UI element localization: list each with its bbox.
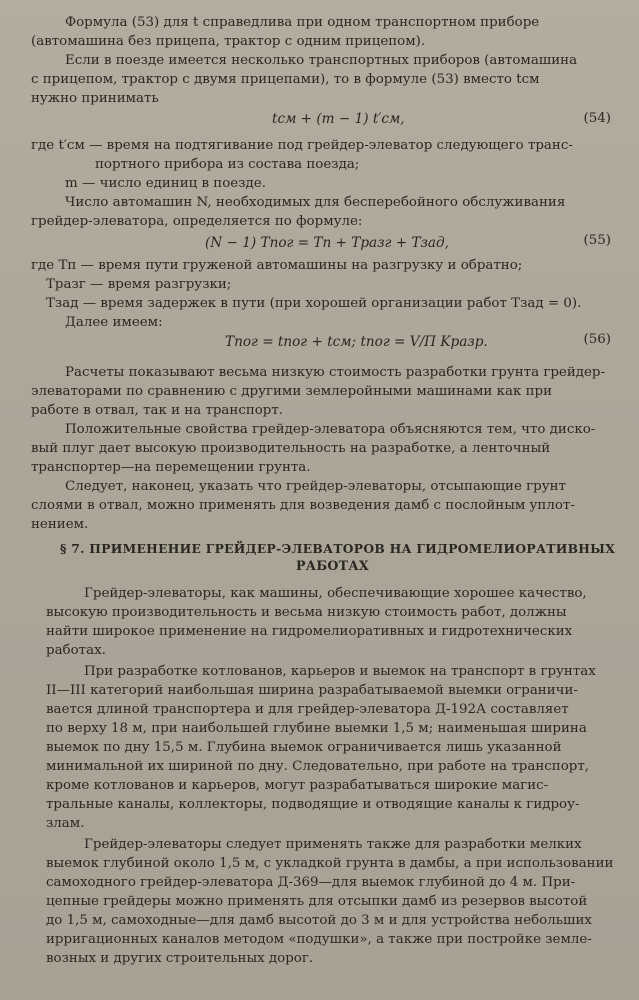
text-line: грейдер-элеватора, определяется по формуле: bbox=[31, 214, 363, 229]
text-line: вается длиной транспортера и для грейдер-элеватора Д-192А составляет bbox=[46, 702, 569, 717]
text-line: минимальной их шириной по дну. Следовательно, при работе на транспорт, bbox=[46, 759, 589, 774]
text-line: до 1,5 м, самоходные—для дамб высотой до 3 м и для устройства небольших bbox=[46, 913, 592, 928]
text-line: Грейдер-элеваторы следует применять также для разработки мелких bbox=[84, 837, 582, 852]
text-line: цепные грейдеры можно применять для отсыпки дамб из резервов высотой bbox=[46, 894, 588, 909]
text-line: высокую производительность и весьма низкую стоимость работ, должны bbox=[46, 605, 567, 620]
text-line: слоями в отвал, можно применять для возведения дамб с послойным уплот- bbox=[31, 498, 575, 513]
text-line: Грейдер-элеваторы, как машины, обеспечивающие хорошее качество, bbox=[84, 586, 587, 601]
text-line: вый плуг дает высокую производительность на разработке, а ленточный bbox=[31, 441, 551, 456]
text-line: где t′см — время на подтягивание под грейдер-элеватор следующего транс- bbox=[31, 138, 573, 153]
text-line: работах. bbox=[46, 643, 106, 658]
text-line: m — число единиц в поезде. bbox=[65, 176, 266, 191]
formula-56: Tпог = tпог + tсм; tпог = V/П Kразр. bbox=[225, 334, 488, 350]
text-line: Положительные свойства грейдер-элеватора объясняются тем, что диско- bbox=[65, 422, 596, 437]
text-line: транспортер—на перемещении грунта. bbox=[31, 460, 311, 475]
formula-55: (N − 1) Tпог = Tп + Tразг + Tзад, bbox=[205, 235, 449, 251]
text-line: элеваторами по сравнению с другими землеройными машинами как при bbox=[31, 384, 553, 399]
text-line: выемок по дну 15,5 м. Глубина выемок ограничивается лишь указанной bbox=[46, 740, 562, 755]
text-line: Число автомашин N, необходимых для бесперебойного обслуживания bbox=[65, 195, 566, 210]
text-line: (автомашина без прицепа, трактор с одним прицепом). bbox=[31, 34, 426, 49]
text-line: возных и других строительных дорог. bbox=[46, 951, 314, 966]
text-line: тральные каналы, коллекторы, подводящие и отводящие каналы к гидроу- bbox=[46, 797, 580, 812]
formula-56-number: (56) bbox=[583, 332, 611, 347]
text-line: с прицепом, трактор с двумя прицепами), то в формуле (53) вместо tсм bbox=[31, 72, 540, 87]
text-line: При разработке котлованов, карьеров и выемок на транспорт в грунтах bbox=[84, 664, 596, 679]
text-line: злам. bbox=[46, 816, 85, 831]
text-line: найти широкое применение на гидромелиоративных и гидротехнических bbox=[46, 624, 573, 639]
text-line: II—III категорий наибольшая ширина разрабатываемой выемки ограничи- bbox=[46, 683, 578, 698]
section-heading-line2: РАБОТАХ bbox=[296, 558, 369, 573]
text-line: Следует, наконец, указать что грейдер-элеваторы, отсыпающие грунт bbox=[65, 479, 566, 494]
text-line: Tразг — время разгрузки; bbox=[46, 277, 232, 292]
text-line: Расчеты показывают весьма низкую стоимость разработки грунта грейдер- bbox=[65, 365, 606, 380]
formula-55-number: (55) bbox=[583, 233, 611, 248]
text-line: Если в поезде имеется несколько транспортных приборов (автомашина bbox=[65, 53, 578, 68]
text-line: портного прибора из состава поезда; bbox=[95, 157, 360, 172]
text-line: ирригационных каналов методом «подушки», а также при постройке земле- bbox=[46, 932, 592, 947]
text-line: Далее имеем: bbox=[65, 315, 163, 330]
text-line: где Tп — время пути груженой автомашины на разгрузку и обратно; bbox=[31, 258, 523, 273]
formula-54-number: (54) bbox=[583, 111, 611, 126]
text-line: работе в отвал, так и на транспорт. bbox=[31, 403, 284, 418]
text-line: Tзад — время задержек в пути (при хорошей организации работ Tзад = 0). bbox=[46, 296, 582, 311]
text-line: выемок глубиной около 1,5 м, с укладкой грунта в дамбы, а при использовании bbox=[46, 856, 614, 871]
text-line: нужно принимать bbox=[31, 91, 159, 106]
text-line: кроме котлованов и карьеров, могут разрабатываться широкие магис- bbox=[46, 778, 549, 793]
formula-54: tсм + (m − 1) t′см, bbox=[272, 111, 405, 127]
text-line: по верху 18 м, при наибольшей глубине выемки 1,5 м; наименьшая ширина bbox=[46, 721, 587, 736]
text-line: самоходного грейдер-элеватора Д-369—для выемок глубиной до 4 м. При- bbox=[46, 875, 576, 890]
text-line: Формула (53) для t справедлива при одном транспортном приборе bbox=[65, 15, 540, 30]
text-line: нением. bbox=[31, 517, 89, 532]
section-heading-line1: § 7. ПРИМЕНЕНИЕ ГРЕЙДЕР-ЭЛЕВАТОРОВ НА ГИДРОМЕЛИОРАТИВНЫХ bbox=[60, 541, 616, 556]
